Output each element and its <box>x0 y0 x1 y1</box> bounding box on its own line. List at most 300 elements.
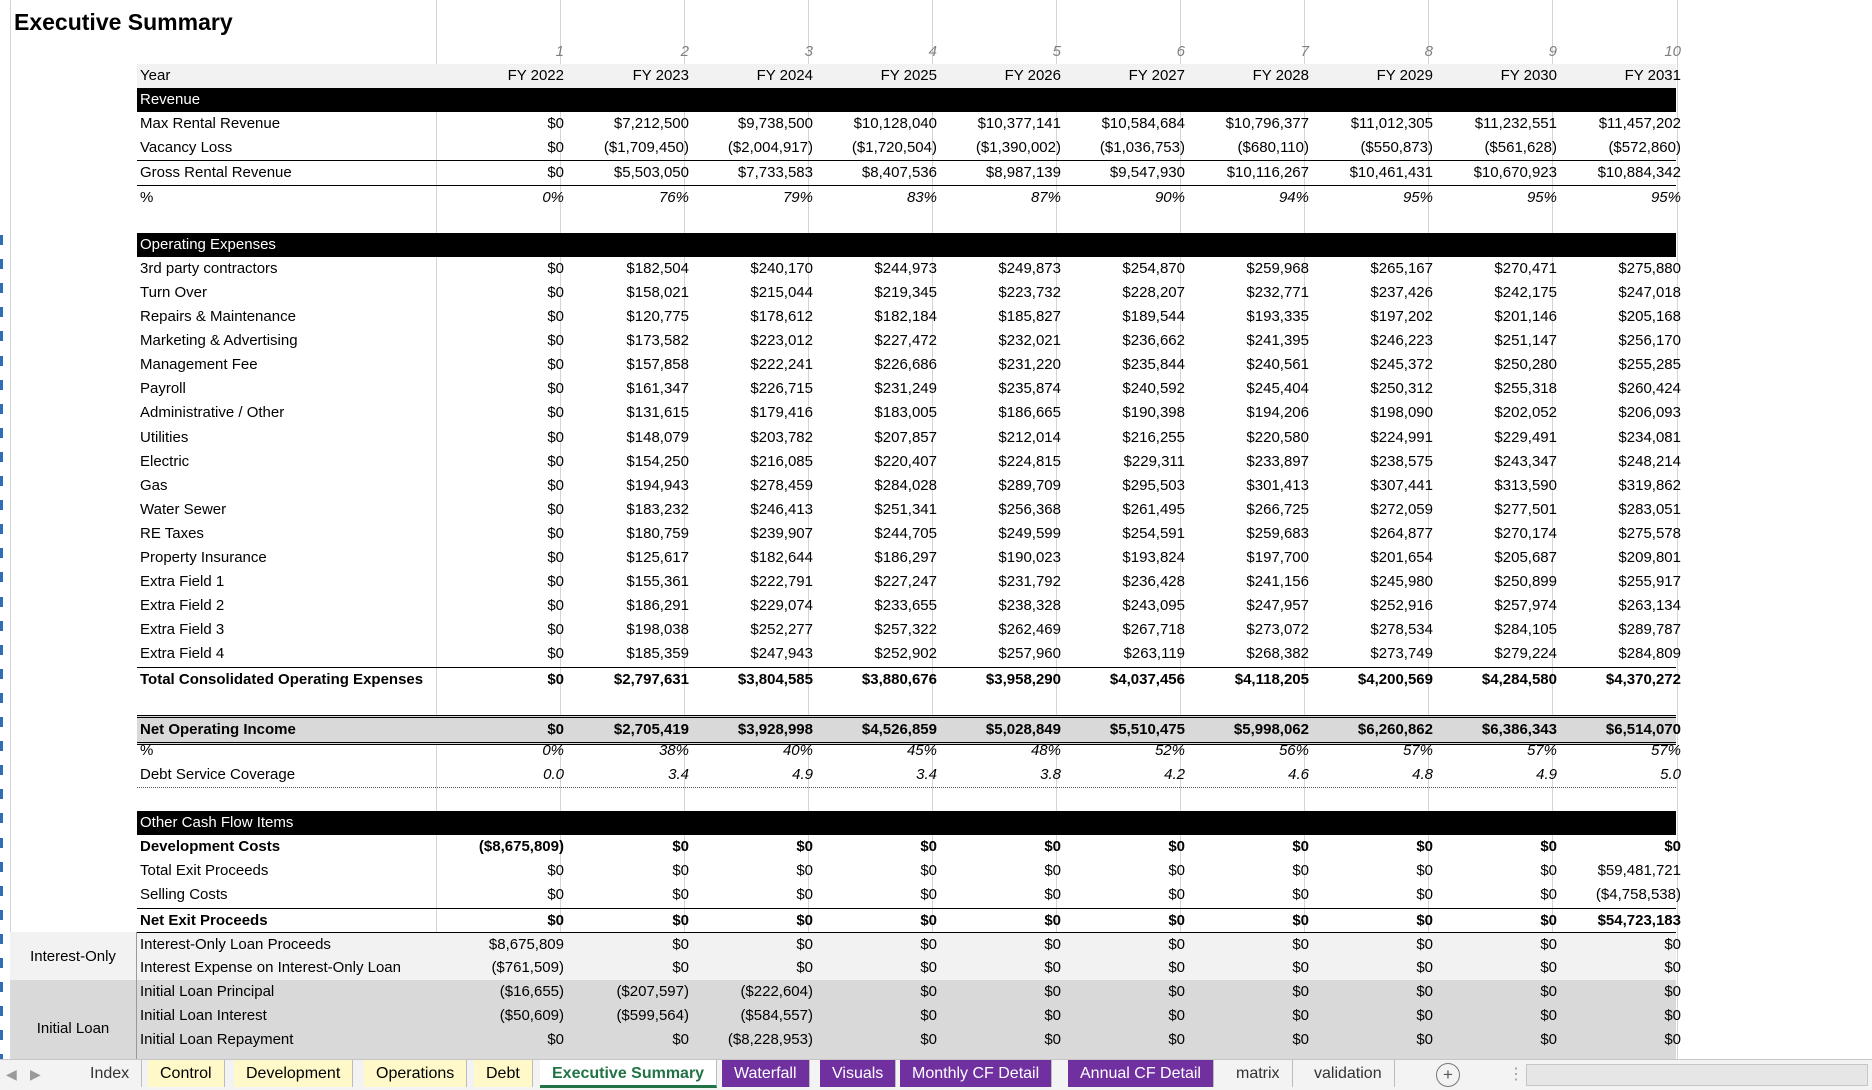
value-cell[interactable]: $186,297 <box>874 549 937 566</box>
value-cell[interactable]: $212,014 <box>998 429 1061 446</box>
value-cell[interactable]: ($50,609) <box>499 1007 564 1024</box>
value-cell[interactable]: $270,471 <box>1494 260 1557 277</box>
value-cell[interactable]: $10,377,141 <box>977 115 1061 132</box>
value-cell[interactable]: $0 <box>1168 886 1185 903</box>
row-label[interactable]: Repairs & Maintenance <box>140 308 296 325</box>
row-label[interactable]: Net Operating Income <box>140 721 296 738</box>
value-cell[interactable]: 57% <box>1402 742 1433 759</box>
value-cell[interactable]: $193,335 <box>1246 308 1309 325</box>
row-label[interactable]: Total Consolidated Operating Expenses <box>140 671 424 688</box>
value-cell[interactable]: FY 2027 <box>1128 67 1185 84</box>
value-cell[interactable]: $215,044 <box>750 284 813 301</box>
row-label[interactable]: Interest Expense on Interest-Only Loan <box>140 959 401 976</box>
value-cell[interactable]: $54,723,183 <box>1597 912 1681 929</box>
value-cell[interactable]: $220,407 <box>874 453 937 470</box>
value-cell[interactable]: $186,291 <box>626 597 689 614</box>
value-cell[interactable]: $9,547,930 <box>1109 164 1185 181</box>
value-cell[interactable]: $0 <box>672 886 689 903</box>
value-cell[interactable]: 3.8 <box>1040 766 1061 783</box>
value-cell[interactable]: $0 <box>547 549 564 566</box>
value-cell[interactable]: FY 2028 <box>1252 67 1309 84</box>
value-cell[interactable]: $202,052 <box>1494 404 1557 421</box>
value-cell[interactable]: $216,085 <box>750 453 813 470</box>
value-cell[interactable]: $0 <box>547 284 564 301</box>
value-cell[interactable]: $0 <box>1292 983 1309 1000</box>
value-cell[interactable]: FY 2026 <box>1004 67 1061 84</box>
value-cell[interactable]: $0 <box>1416 1007 1433 1024</box>
value-cell[interactable]: $0 <box>1664 936 1681 953</box>
value-cell[interactable]: $0 <box>547 404 564 421</box>
value-cell[interactable]: $0 <box>796 959 813 976</box>
value-cell[interactable]: $10,884,342 <box>1597 164 1681 181</box>
value-cell[interactable]: $227,472 <box>874 332 937 349</box>
value-cell[interactable]: $0 <box>1540 1031 1557 1048</box>
value-cell[interactable]: $4,370,272 <box>1605 671 1681 688</box>
value-cell[interactable]: $249,873 <box>998 260 1061 277</box>
value-cell[interactable]: $246,223 <box>1370 332 1433 349</box>
value-cell[interactable]: $248,214 <box>1618 453 1681 470</box>
row-label[interactable]: Administrative / Other <box>140 404 285 421</box>
value-cell[interactable]: $5,503,050 <box>613 164 689 181</box>
value-cell[interactable]: $229,311 <box>1123 453 1185 470</box>
value-cell[interactable]: $231,249 <box>874 380 937 397</box>
row-label[interactable]: Vacancy Loss <box>140 139 233 156</box>
value-cell[interactable]: $0 <box>547 164 564 181</box>
value-cell[interactable]: $0 <box>920 936 937 953</box>
value-cell[interactable]: $250,280 <box>1494 356 1557 373</box>
value-cell[interactable]: $223,732 <box>998 284 1061 301</box>
row-label[interactable]: Extra Field 3 <box>140 621 225 638</box>
value-cell[interactable]: $5,510,475 <box>1109 721 1185 738</box>
value-cell[interactable]: $155,361 <box>626 573 689 590</box>
value-cell[interactable]: 4.8 <box>1412 766 1433 783</box>
value-cell[interactable]: FY 2029 <box>1376 67 1433 84</box>
value-cell[interactable]: $9,738,500 <box>737 115 813 132</box>
value-cell[interactable]: $256,170 <box>1618 332 1681 349</box>
value-cell[interactable]: $0 <box>547 429 564 446</box>
value-cell[interactable]: $0 <box>547 597 564 614</box>
value-cell[interactable]: ($1,720,504) <box>851 139 937 156</box>
value-cell[interactable]: $231,220 <box>998 356 1061 373</box>
value-cell[interactable]: $206,093 <box>1618 404 1681 421</box>
value-cell[interactable]: $0 <box>547 453 564 470</box>
value-cell[interactable]: ($1,036,753) <box>1099 139 1185 156</box>
row-label[interactable]: Gross Rental Revenue <box>140 164 292 181</box>
value-cell[interactable]: $0 <box>796 936 813 953</box>
value-cell[interactable]: $238,328 <box>998 597 1061 614</box>
value-cell[interactable]: $0 <box>796 838 813 855</box>
value-cell[interactable]: $0 <box>1664 1007 1681 1024</box>
value-cell[interactable]: $0 <box>1540 886 1557 903</box>
value-cell[interactable]: $257,322 <box>874 621 937 638</box>
value-cell[interactable]: $4,200,569 <box>1357 671 1433 688</box>
value-cell[interactable]: $301,413 <box>1246 477 1309 494</box>
row-label[interactable]: Water Sewer <box>140 501 227 518</box>
value-cell[interactable]: $0 <box>1168 912 1185 929</box>
value-cell[interactable]: $0 <box>1168 838 1185 855</box>
value-cell[interactable]: $0 <box>1416 936 1433 953</box>
sheet-tab[interactable]: Executive Summary <box>540 1060 717 1088</box>
row-label[interactable]: Max Rental Revenue <box>140 115 281 132</box>
value-cell[interactable]: $0 <box>547 1031 564 1048</box>
value-cell[interactable]: $179,416 <box>750 404 813 421</box>
value-cell[interactable]: $3,928,998 <box>737 721 813 738</box>
value-cell[interactable]: $252,277 <box>750 621 813 638</box>
value-cell[interactable]: $283,051 <box>1618 501 1681 518</box>
value-cell[interactable]: $260,424 <box>1618 380 1681 397</box>
value-cell[interactable]: $131,615 <box>626 404 689 421</box>
value-cell[interactable]: $0 <box>1168 1031 1185 1048</box>
value-cell[interactable]: $0 <box>1168 936 1185 953</box>
value-cell[interactable]: ($16,655) <box>499 983 564 1000</box>
value-cell[interactable]: $6,514,070 <box>1605 721 1681 738</box>
value-cell[interactable]: $0 <box>1292 959 1309 976</box>
sheet-tab[interactable]: Development <box>234 1060 353 1087</box>
value-cell[interactable]: $11,012,305 <box>1350 115 1433 132</box>
value-cell[interactable]: $10,670,923 <box>1473 164 1557 181</box>
scroll-right-icon[interactable]: ▶ <box>30 1066 41 1082</box>
row-label[interactable]: 3rd party contractors <box>140 260 278 277</box>
value-cell[interactable]: $194,943 <box>626 477 689 494</box>
value-cell[interactable]: $120,775 <box>626 308 689 325</box>
value-cell[interactable]: $0 <box>672 912 689 929</box>
value-cell[interactable]: $0 <box>1416 912 1433 929</box>
value-cell[interactable]: $0 <box>920 1007 937 1024</box>
value-cell[interactable]: $244,973 <box>874 260 937 277</box>
row-label[interactable]: Extra Field 4 <box>140 645 225 662</box>
value-cell[interactable]: $0 <box>920 983 937 1000</box>
value-cell[interactable]: 4.9 <box>1536 766 1557 783</box>
value-cell[interactable]: $256,368 <box>998 501 1061 518</box>
value-cell[interactable]: $0 <box>920 862 937 879</box>
value-cell[interactable]: $0 <box>920 912 937 929</box>
row-label[interactable]: Revenue <box>140 91 201 108</box>
row-label[interactable]: Year <box>140 67 171 84</box>
value-cell[interactable]: 3.4 <box>916 766 937 783</box>
value-cell[interactable]: 0% <box>542 189 564 206</box>
row-label[interactable]: Net Exit Proceeds <box>140 912 268 929</box>
value-cell[interactable]: $251,147 <box>1494 332 1557 349</box>
value-cell[interactable]: $0 <box>1416 959 1433 976</box>
value-cell[interactable]: $0 <box>672 862 689 879</box>
value-cell[interactable]: $207,857 <box>874 429 937 446</box>
value-cell[interactable]: $254,870 <box>1122 260 1185 277</box>
value-cell[interactable]: $0 <box>1540 838 1557 855</box>
row-label[interactable]: % <box>140 189 154 206</box>
value-cell[interactable]: $154,250 <box>626 453 689 470</box>
row-label[interactable]: Interest-Only Loan Proceeds <box>140 936 331 953</box>
value-cell[interactable]: $8,987,139 <box>985 164 1061 181</box>
value-cell[interactable]: $190,398 <box>1122 404 1185 421</box>
value-cell[interactable]: $0 <box>1664 959 1681 976</box>
value-cell[interactable]: $125,617 <box>626 549 689 566</box>
value-cell[interactable]: 45% <box>906 742 937 759</box>
value-cell[interactable]: $198,090 <box>1370 404 1433 421</box>
value-cell[interactable]: $0 <box>547 115 564 132</box>
value-cell[interactable]: 79% <box>782 189 813 206</box>
row-label[interactable]: Marketing & Advertising <box>140 332 298 349</box>
value-cell[interactable]: $227,247 <box>874 573 937 590</box>
value-cell[interactable]: $3,880,676 <box>861 671 937 688</box>
value-cell[interactable]: $190,023 <box>998 549 1061 566</box>
value-cell[interactable]: $250,899 <box>1494 573 1557 590</box>
value-cell[interactable]: $0 <box>547 573 564 590</box>
row-label[interactable]: Electric <box>140 453 190 470</box>
value-cell[interactable]: $237,426 <box>1370 284 1433 301</box>
value-cell[interactable]: $10,584,684 <box>1101 115 1185 132</box>
value-cell[interactable]: $289,709 <box>998 477 1061 494</box>
value-cell[interactable]: $245,404 <box>1246 380 1309 397</box>
row-label[interactable]: Other Cash Flow Items <box>140 814 294 831</box>
value-cell[interactable]: FY 2025 <box>880 67 937 84</box>
value-cell[interactable]: $241,395 <box>1246 332 1309 349</box>
value-cell[interactable]: 94% <box>1278 189 1309 206</box>
value-cell[interactable]: $0 <box>547 862 564 879</box>
row-label[interactable]: Property Insurance <box>140 549 267 566</box>
value-cell[interactable]: $240,561 <box>1246 356 1309 373</box>
value-cell[interactable]: $0 <box>1416 886 1433 903</box>
value-cell[interactable]: $189,544 <box>1122 308 1185 325</box>
value-cell[interactable]: $0 <box>547 332 564 349</box>
value-cell[interactable]: $247,943 <box>750 645 813 662</box>
value-cell[interactable]: $233,897 <box>1246 453 1309 470</box>
value-cell[interactable]: $277,501 <box>1494 501 1557 518</box>
value-cell[interactable]: $0 <box>1416 862 1433 879</box>
value-cell[interactable]: $0 <box>547 886 564 903</box>
value-cell[interactable]: $268,382 <box>1246 645 1309 662</box>
value-cell[interactable]: 76% <box>658 189 689 206</box>
value-cell[interactable]: $3,804,585 <box>737 671 813 688</box>
row-label[interactable]: Extra Field 1 <box>140 573 225 590</box>
value-cell[interactable]: $0 <box>1540 912 1557 929</box>
sheet-tab[interactable]: matrix <box>1224 1060 1293 1087</box>
value-cell[interactable]: $2,797,631 <box>613 671 689 688</box>
sheet-tab[interactable]: Waterfall <box>722 1060 810 1087</box>
value-cell[interactable]: $284,105 <box>1494 621 1557 638</box>
value-cell[interactable]: $0 <box>1044 959 1061 976</box>
row-label[interactable]: Extra Field 2 <box>140 597 225 614</box>
value-cell[interactable]: 3.4 <box>668 766 689 783</box>
value-cell[interactable]: $0 <box>547 356 564 373</box>
horizontal-scrollbar[interactable] <box>1526 1064 1868 1086</box>
value-cell[interactable]: $182,184 <box>874 308 937 325</box>
value-cell[interactable]: 40% <box>782 742 813 759</box>
value-cell[interactable]: $264,877 <box>1370 525 1433 542</box>
value-cell[interactable]: $6,260,862 <box>1357 721 1433 738</box>
value-cell[interactable]: $59,481,721 <box>1597 862 1681 879</box>
value-cell[interactable]: $279,224 <box>1494 645 1557 662</box>
value-cell[interactable]: $257,974 <box>1494 597 1557 614</box>
value-cell[interactable]: 87% <box>1030 189 1061 206</box>
sheet-tab[interactable]: Visuals <box>820 1060 896 1087</box>
value-cell[interactable]: $10,461,431 <box>1349 164 1433 181</box>
value-cell[interactable]: $0 <box>1540 959 1557 976</box>
value-cell[interactable]: ($4,758,538) <box>1595 886 1681 903</box>
value-cell[interactable]: $219,345 <box>874 284 937 301</box>
value-cell[interactable]: $241,156 <box>1246 573 1309 590</box>
value-cell[interactable]: 57% <box>1650 742 1681 759</box>
value-cell[interactable]: $275,578 <box>1618 525 1681 542</box>
value-cell[interactable]: $3,958,290 <box>985 671 1061 688</box>
value-cell[interactable]: $0 <box>547 671 564 688</box>
value-cell[interactable]: $247,957 <box>1246 597 1309 614</box>
value-cell[interactable]: ($572,860) <box>1608 139 1681 156</box>
value-cell[interactable]: $0 <box>1168 959 1185 976</box>
value-cell[interactable]: $272,059 <box>1370 501 1433 518</box>
value-cell[interactable]: $245,372 <box>1370 356 1433 373</box>
value-cell[interactable]: $0 <box>1540 983 1557 1000</box>
value-cell[interactable]: $183,005 <box>874 404 937 421</box>
value-cell[interactable]: $232,021 <box>998 332 1061 349</box>
row-label[interactable]: % <box>140 742 154 759</box>
value-cell[interactable]: $0 <box>1292 1007 1309 1024</box>
value-cell[interactable]: $183,232 <box>626 501 689 518</box>
value-cell[interactable]: $5,998,062 <box>1233 721 1309 738</box>
value-cell[interactable]: 57% <box>1526 742 1557 759</box>
value-cell[interactable]: $259,683 <box>1246 525 1309 542</box>
value-cell[interactable]: $0 <box>547 477 564 494</box>
value-cell[interactable]: $252,902 <box>874 645 937 662</box>
value-cell[interactable]: $247,018 <box>1618 284 1681 301</box>
value-cell[interactable]: $7,733,583 <box>737 164 813 181</box>
value-cell[interactable]: $0 <box>1664 983 1681 1000</box>
value-cell[interactable]: $0 <box>1044 886 1061 903</box>
row-label[interactable]: Debt Service Coverage <box>140 766 296 783</box>
value-cell[interactable]: $193,824 <box>1122 549 1185 566</box>
value-cell[interactable]: $0 <box>547 308 564 325</box>
row-label[interactable]: Initial Loan Principal <box>140 983 275 1000</box>
value-cell[interactable]: $0 <box>1416 1031 1433 1048</box>
value-cell[interactable]: $4,118,205 <box>1234 671 1309 688</box>
value-cell[interactable]: 95% <box>1650 189 1681 206</box>
value-cell[interactable]: 4.9 <box>792 766 813 783</box>
value-cell[interactable]: $0 <box>920 838 937 855</box>
value-cell[interactable]: $194,206 <box>1246 404 1309 421</box>
value-cell[interactable]: $244,705 <box>874 525 937 542</box>
add-sheet-icon[interactable]: + <box>1436 1063 1460 1087</box>
value-cell[interactable]: $0 <box>1044 1007 1061 1024</box>
value-cell[interactable]: ($1,390,002) <box>975 139 1061 156</box>
value-cell[interactable]: $226,715 <box>750 380 813 397</box>
value-cell[interactable]: $245,980 <box>1370 573 1433 590</box>
value-cell[interactable]: $0 <box>547 260 564 277</box>
value-cell[interactable]: ($8,228,953) <box>727 1031 813 1048</box>
value-cell[interactable]: $10,796,377 <box>1225 115 1309 132</box>
value-cell[interactable]: $0 <box>547 525 564 542</box>
value-cell[interactable]: FY 2023 <box>632 67 689 84</box>
row-label[interactable]: Operating Expenses <box>140 236 276 253</box>
value-cell[interactable]: $0 <box>1416 983 1433 1000</box>
value-cell[interactable]: $0 <box>920 959 937 976</box>
value-cell[interactable]: ($222,604) <box>740 983 813 1000</box>
value-cell[interactable]: $0 <box>1292 936 1309 953</box>
value-cell[interactable]: $205,168 <box>1618 308 1681 325</box>
row-label[interactable]: Initial Loan Interest <box>140 1007 267 1024</box>
value-cell[interactable]: $234,081 <box>1618 429 1681 446</box>
value-cell[interactable]: 0% <box>542 742 564 759</box>
value-cell[interactable]: $265,167 <box>1370 260 1433 277</box>
value-cell[interactable]: $289,787 <box>1618 621 1681 638</box>
value-cell[interactable]: ($761,509) <box>491 959 564 976</box>
value-cell[interactable]: $235,874 <box>998 380 1061 397</box>
value-cell[interactable]: $239,907 <box>750 525 813 542</box>
value-cell[interactable]: $2,705,419 <box>613 721 689 738</box>
value-cell[interactable]: $7,212,500 <box>613 115 689 132</box>
value-cell[interactable]: $197,700 <box>1246 549 1309 566</box>
value-cell[interactable]: $185,827 <box>998 308 1061 325</box>
value-cell[interactable]: $182,644 <box>750 549 813 566</box>
value-cell[interactable]: $201,654 <box>1370 549 1433 566</box>
sheet-tab[interactable]: Operations <box>364 1060 467 1087</box>
value-cell[interactable]: FY 2030 <box>1500 67 1557 84</box>
value-cell[interactable]: $0 <box>1044 1031 1061 1048</box>
value-cell[interactable]: $242,175 <box>1494 284 1557 301</box>
value-cell[interactable]: $0 <box>672 1031 689 1048</box>
value-cell[interactable]: $295,503 <box>1122 477 1185 494</box>
value-cell[interactable]: $307,441 <box>1370 477 1433 494</box>
value-cell[interactable]: $11,232,551 <box>1474 115 1557 132</box>
value-cell[interactable]: $255,318 <box>1494 380 1557 397</box>
value-cell[interactable]: $228,207 <box>1122 284 1185 301</box>
value-cell[interactable]: $0 <box>1292 838 1309 855</box>
value-cell[interactable]: $0 <box>547 501 564 518</box>
value-cell[interactable]: $157,858 <box>626 356 689 373</box>
value-cell[interactable]: $238,575 <box>1370 453 1433 470</box>
value-cell[interactable]: $263,134 <box>1618 597 1681 614</box>
row-label[interactable]: Management Fee <box>140 356 258 373</box>
scroll-left-icon[interactable]: ◀ <box>6 1066 17 1082</box>
value-cell[interactable]: $8,407,536 <box>861 164 937 181</box>
value-cell[interactable]: 4.6 <box>1288 766 1309 783</box>
value-cell[interactable]: 83% <box>906 189 937 206</box>
value-cell[interactable]: $0 <box>1540 1007 1557 1024</box>
value-cell[interactable]: $222,791 <box>750 573 813 590</box>
value-cell[interactable]: $0 <box>920 886 937 903</box>
value-cell[interactable]: $0 <box>547 645 564 662</box>
value-cell[interactable]: $319,862 <box>1618 477 1681 494</box>
value-cell[interactable]: $11,457,202 <box>1598 115 1681 132</box>
value-cell[interactable]: $267,718 <box>1122 621 1185 638</box>
value-cell[interactable]: $0 <box>672 838 689 855</box>
value-cell[interactable]: $185,359 <box>626 645 689 662</box>
value-cell[interactable]: $161,347 <box>626 380 689 397</box>
value-cell[interactable]: FY 2031 <box>1624 67 1681 84</box>
value-cell[interactable]: $0 <box>547 380 564 397</box>
value-cell[interactable]: ($599,564) <box>616 1007 689 1024</box>
value-cell[interactable]: $0 <box>672 959 689 976</box>
row-label[interactable]: Gas <box>140 477 168 494</box>
value-cell[interactable]: $0 <box>547 721 564 738</box>
value-cell[interactable]: $251,341 <box>874 501 937 518</box>
value-cell[interactable]: 95% <box>1526 189 1557 206</box>
value-cell[interactable]: $180,759 <box>626 525 689 542</box>
value-cell[interactable]: $0 <box>1540 862 1557 879</box>
value-cell[interactable]: $148,079 <box>626 429 689 446</box>
value-cell[interactable]: $0 <box>1044 838 1061 855</box>
value-cell[interactable]: ($2,004,917) <box>727 139 813 156</box>
value-cell[interactable]: $173,582 <box>626 332 689 349</box>
value-cell[interactable]: $255,285 <box>1618 356 1681 373</box>
value-cell[interactable]: $229,074 <box>750 597 813 614</box>
value-cell[interactable]: $0 <box>1292 886 1309 903</box>
value-cell[interactable]: $205,687 <box>1494 549 1557 566</box>
value-cell[interactable]: $273,072 <box>1246 621 1309 638</box>
value-cell[interactable]: $231,792 <box>998 573 1061 590</box>
more-options-icon[interactable]: ⋮ <box>1508 1066 1524 1083</box>
value-cell[interactable]: $0 <box>547 912 564 929</box>
value-cell[interactable]: $198,038 <box>626 621 689 638</box>
value-cell[interactable]: $224,815 <box>998 453 1061 470</box>
